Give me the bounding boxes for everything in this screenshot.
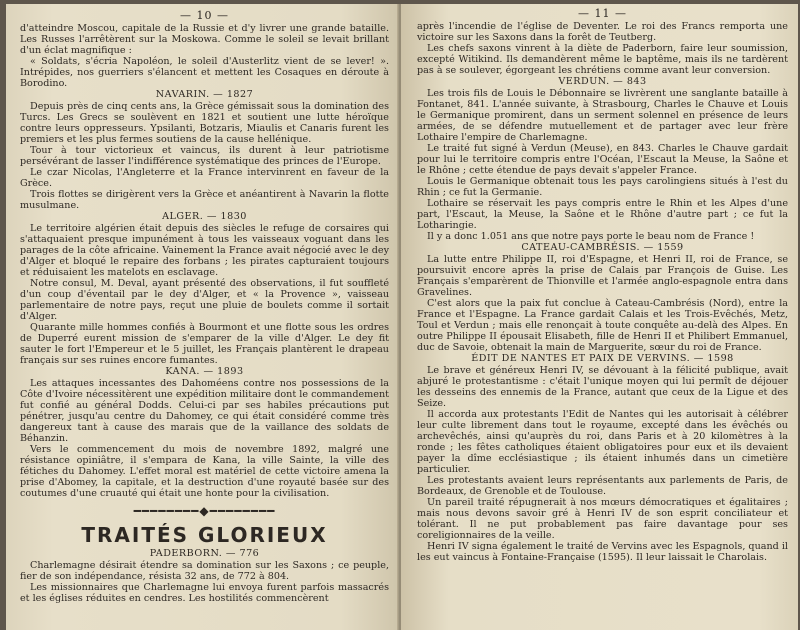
chapter-title: TRAITÉS GLORIEUX (81, 523, 328, 548)
paragraph: Les missionnaires que Charlemagne lui envoya furent parfois massacrés et les églises réduites en cendres. Les hostilités commencèrent (20, 581, 389, 604)
page-number: — 10 — (180, 9, 229, 22)
paragraph: Notre consul, M. Deval, ayant présenté des observations, il fut souffleté d'un coup d'éventail par le dey d'Alger, et « la Provence », vaisseau parlementaire de notre pays, reçut une pluie de boulets comme il sortait d'Alger. (20, 277, 389, 322)
paragraph: Le territoire algérien était depuis des siècles le refuge de corsaires qui s'attaquaient presque impunément à tous les vaisseaux voguant dans les parages de la côte africaine. Vainement la France avait négocié avec le dey d'Alger et bloqué le repaire des forbans ; les pirates capturaient toujours et réduisaient les matelots en esclavage. (20, 222, 389, 278)
section-heading-navarin: NAVARIN. — 1827 (155, 89, 254, 101)
paragraph: Charlemagne désirait étendre sa domination sur les Saxons ; ce peuple, fier de son indépendance, résista 32 ans, de 772 à 804. (20, 559, 389, 582)
paragraph: Tour à tour victorieux et vaincus, ils durent à leur patriotisme persévérant de lasser l'indifférence systématique des princes de l'Europe. (20, 144, 389, 167)
paragraph: Les attaques incessantes des Dahoméens contre nos possessions de la Côte d'Ivoire nécessitèrent une expédition militaire dont le commandement fut confié au général Dodds. Celui-ci par ses habiles précautions put pénétrer, jusqu'au centre du Dahomey, ce qui était considéré comme très dangereux tant à cause des marais que de la vaillance des soldats de Béhanzin. (20, 377, 389, 444)
paragraph: Vers le commencement du mois de novembre 1892, malgré une résistance opiniâtre, il s'empara de Kana, la ville Sainte, la ville des fétiches du Dahomey. L'effet moral est matériel de cette victoire amena la prise d'Abomey, la capitale, et la destruction d'une royauté basée sur des coutumes d'une cruauté qui était une honte pour la civilisation. (20, 443, 389, 500)
paragraph: « Soldats, s'écria Napoléon, le soleil d'Austerlitz vient de se lever! ». Intrépides, nos guerriers s'élancent et mettent les Cosaques en déroute à Borodino. (20, 56, 389, 90)
paragraph: Les trois fils de Louis le Débonnaire se livrèrent une sanglante bataille à Fontanet, 841. L'année suivante, à Strasbourg, Charles le Chauve et Louis le Germanique promirent, dans un serment solennel en présence de leurs armées, de se défendre mutuellement et de partager avec leur frère Lothaire l'empire de Charlemagne. (417, 87, 788, 143)
paragraph: Un pareil traité répugnerait à nos mœurs démocratiques et égalitaires ; mais nous devons savoir gré à Henri IV de son esprit conciliateur et tolérant. Il ne put probablement pas faire davantage pour ses coreligionnaires de la veille. (417, 497, 788, 542)
paragraph: Louis le Germanique obtenait tous les pays carolingiens situés à l'est du Rhin ; ce fut la Germanie. (417, 176, 788, 199)
page-number: — 11 — (578, 7, 627, 20)
paragraph: Le traité fut signé à Verdun (Meuse), en 843. Charles le Chauve gardait pour lui le territoire compris entre l'Océan, l'Escaut la Meuse, la Saône et le Rhône ; cette étendue de pays devait s'appeler France. (417, 142, 788, 176)
paragraph: Le czar Nicolas, l'Angleterre et la France intervinrent en faveur de la Grèce. (20, 166, 389, 190)
paragraph: Il y a donc 1.051 ans que notre pays porte le beau nom de France ! (427, 231, 755, 243)
section-heading-kana: KANA. — 1893 (165, 366, 244, 378)
paragraph: après l'incendie de l'église de Deventer. Le roi des Francs remporta une victoire sur les Saxons dans la forêt de Teutberg. (417, 21, 788, 44)
section-heading-edit-de-nantes: ÉDIT DE NANTES ET PAIX DE VERVINS. — 1598 (471, 353, 734, 365)
paragraph: La lutte entre Philippe II, roi d'Espagne, et Henri II, roi de France, se poursuivit encore après la prise de Calais par François de Guise. Les Français s'emparèrent de Thionville et l'armée anglo-espagnole entra dans Gravelines. (417, 253, 788, 298)
section-heading-verdun: VERDUN. — 843 (558, 76, 647, 88)
section-heading-paderborn: PADERBORN. — 776 (149, 548, 260, 560)
paragraph: Trois flottes se dirigèrent vers la Grèce et anéantirent à Navarin la flotte musulmane. (20, 189, 389, 212)
paragraph: Les protestants avaient leurs représentants aux parlements de Paris, de Bordeaux, de Grenoble et de Toulouse. (417, 475, 788, 498)
paragraph: Les chefs saxons vinrent à la diète de Paderborn, faire leur soumission, excepté Witikind. Ils demandèrent même le baptême, mais ils ne tardèrent pas à se soulever, égorgeant les chrétiens comme avant leur conversion. (417, 43, 788, 77)
section-heading-cateau-cambresis: CATEAU-CAMBRÉSIS. — 1559 (521, 242, 684, 254)
left-page (6, 4, 399, 630)
paragraph: Henri IV signa également le traité de Vervins avec les Espagnols, quand il les eut vaincus à Fontaine-Française (1595). Il leur laissait le Charolais. (417, 541, 788, 564)
section-heading-alger: ALGER. — 1830 (162, 211, 247, 223)
paragraph: C'est alors que la paix fut conclue à Cateau-Cambrésis (Nord), entre la France et l'Espagne. La France gardait Calais et les Trois-Evêchés, Metz, Toul et Verdun ; mais elle renonçait à toute conquête au-delà des Alpes. En outre Philippe II épousait Elisabeth, fille de Henri II et Philibert Emmanuel, duc de Savoie, obtenait la main de Marguerite, sœur du roi de France. (417, 297, 788, 354)
paragraph: Lothaire se réservait les pays compris entre le Rhin et les Alpes d'une part, l'Escaut, la Meuse, la Saône et le Rhône d'autre part ; ce fut la Lotharingie. (417, 198, 788, 232)
paragraph: Il accorda aux protestants l'Edit de Nantes qui les autorisait à célébrer leur culte librement dans tout le royaume, excepté dans les évêchés ou archevêchés, ainsi qu'auprès du roi, dans Paris et à 20 kilomètres à la ronde ; les fêtes catholiques étaient obligatoires pour eux et ils devaient payer la dîme ecclésiastique ; ils étaient inhumés dans un cimetière particulier. (417, 408, 788, 475)
right-page (401, 4, 798, 630)
paragraph: Quarante mille hommes confiés à Bourmont et une flotte sous les ordres de Duperré eurent mission de s'emparer de la ville d'Alger. Le dey fit sauter le fort l'Empereur et le 5 juillet, les Français plantèrent le drapeau français sur ses ruines encore fumantes. (20, 321, 389, 367)
paragraph: d'atteindre Moscou, capitale de la Russie et d'y livrer une grande bataille. Les Russes l'arrêtèrent sur la Moskowa. Comme le soleil se levait brillant d'un éclat magnifique : (20, 23, 389, 57)
ornament-divider: ━━━━━━━━◆━━━━━━━━ (133, 504, 276, 519)
paragraph: Le brave et généreux Henri IV, se dévouant à la félicité publique, avait abjuré le protestantisme : c'était l'unique moyen qui lui permît de déjouer les desseins des ennemis de la France, autant que ceux de la Ligue et des Seize. (417, 364, 788, 409)
paragraph: Depuis près de cinq cents ans, la Grèce gémissait sous la domination des Turcs. Les Grecs se soulèvent en 1821 et soutient une lutte héroïque contre leurs oppresseurs. Ypsilanti, Botzaris, Miaulis et Canaris furent les premiers et les plus fermes soutiens de la cause hellénique. (20, 100, 389, 145)
